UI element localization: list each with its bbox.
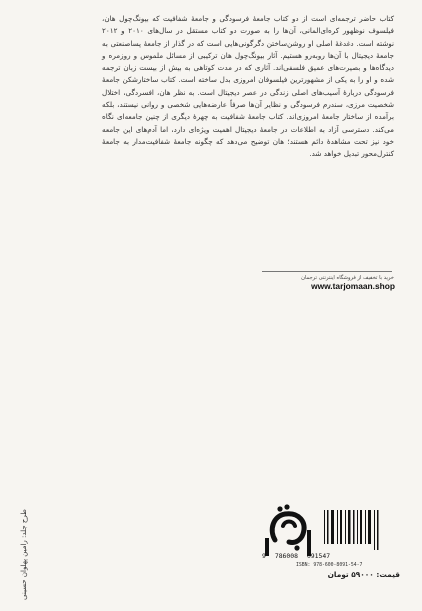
barcode-digit-group-2: 091547 <box>306 552 331 560</box>
price-label: قیمت: ۵۹۰۰۰ تومان <box>327 570 400 579</box>
cover-design-credit: طرح جلد: رامین پهلوان حسینی <box>20 509 28 600</box>
divider <box>262 271 392 272</box>
blurb-paragraph: کتاب حاضر ترجمه‌ای است از دو کتاب جامعهٔ فرسودگی و جامعهٔ شفافیت که بیونگ‌چول هان، فیلسوف نوظهور کره‌ای‌المانی، آن‌ها را به صورت دو کتاب مستقل در سال‌های ۲۰۱۰ و ۲۰۱۲ نوشته است. دغدغهٔ اصلی او روشن‌ساختن دگرگونی‌هایی است که در گذار از جامعهٔ پساصنعتی به جامعهٔ دیجیتال با آن‌ها روبه‌رو هستیم. آثار بیونگ‌چول هان ترکیبی از مسائل ملموس و روزمره و دیدگاه‌ها و بصیرت‌های عمیق فلسفی‌اند. آثاری که در مدت کوتاهی به بیش از بیست زبان ترجمه شده و او را به یکی از مشهورترین فیلسوفان امروزی بدل ساخته است. کتاب ساختارشکن جامعهٔ فرسودگی دربارهٔ آسیب‌های اصلی زندگی در عصر دیجیتال است. به نظر هان، افسردگی، اختلال شخصیت مرزی، سندرم فرسودگی و نظایر آن‌ها صرفاً عارضه‌هایی شخصی و روانی نیستند، بلکه برآمده از ساختار جامعهٔ امروزی‌اند. کتاب جامعهٔ شفافیت به چهرهٔ دیگری از چنین جامعه‌ای نگاه می‌کند. دسترسی آزاد به اطلاعات در جامعهٔ دیجیتال اهمیت ویژه‌ای دارد، اما آدم‌های این جامعه خود نیز تحت مشاهدهٔ دائم هستند؛ هان توضیح می‌دهد که چگونه جامعهٔ شفافیت‌مدار به جامعهٔ کنترل‌محور تبدیل خواهد شد. <box>102 14 394 159</box>
publisher-logo <box>255 500 323 558</box>
cover-blurb <box>102 13 394 161</box>
barcode-digits <box>262 552 402 560</box>
shop-url[interactable]: www.tarjomaan.shop <box>311 281 395 291</box>
barcode-digit-group-1: 786008 <box>274 552 298 560</box>
isbn-number: ISBN: 978-600-8091-54-7 <box>296 563 363 568</box>
barcode-digit-prefix: 9 <box>262 552 266 560</box>
shop-promo-text: خرید با تخفیف از فروشگاه اینترنتی ترجمان <box>301 275 394 281</box>
